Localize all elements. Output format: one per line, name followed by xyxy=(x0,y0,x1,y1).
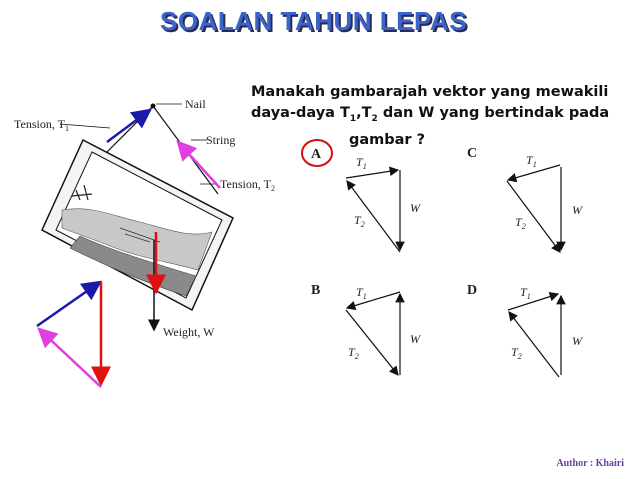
option-a-w-label: W xyxy=(410,201,420,215)
option-b-t2-vector xyxy=(346,310,398,375)
question-line-1: Manakah gambarajah vektor yang mewakili xyxy=(251,84,609,100)
option-c-letter: C xyxy=(467,146,478,161)
label-string: String xyxy=(206,133,236,147)
option-c-t2-label: $T_2$ xyxy=(515,215,526,231)
option-d-w-label: W xyxy=(572,334,582,348)
triangle-t2-vector xyxy=(39,329,101,387)
option-b-letter: B xyxy=(311,283,321,298)
option-a-t1-vector xyxy=(346,170,398,178)
label-weight: Weight, W xyxy=(163,325,215,339)
option-a[interactable] xyxy=(302,140,421,252)
option-d-t1-vector xyxy=(508,294,558,310)
option-b-w-label: W xyxy=(410,332,420,346)
question-line-3: gambar ? xyxy=(348,131,426,148)
option-c-t1-label: $T_1$ xyxy=(526,153,537,169)
option-b[interactable] xyxy=(311,283,421,375)
tension2-arrow xyxy=(178,142,220,188)
option-d[interactable] xyxy=(467,283,583,377)
option-a-letter: A xyxy=(311,147,322,162)
question-line-2-pre: daya-daya T xyxy=(251,105,350,121)
question-sep: ,T xyxy=(356,105,372,121)
question-sub-1: 1 xyxy=(349,113,357,124)
option-a-t1-label: $T_1$ xyxy=(356,155,367,171)
label-tension2: Tension, $T_2$ xyxy=(220,177,275,193)
option-b-t1-label: $T_1$ xyxy=(356,285,367,301)
question-line-2-post: dan W yang bertindak pada xyxy=(377,105,610,121)
option-c[interactable] xyxy=(467,146,583,252)
option-b-t1-vector xyxy=(347,292,400,308)
author-credit: Author : Khairi xyxy=(556,458,624,469)
option-c-w-label: W xyxy=(572,203,582,217)
triangle-t1-vector xyxy=(37,282,100,326)
page-title: SOALAN TAHUN LEPAS xyxy=(160,6,468,36)
label-nail: Nail xyxy=(185,97,206,111)
option-a-t2-label: $T_2$ xyxy=(354,213,365,229)
question-sub-2: 2 xyxy=(371,113,378,124)
nail-icon xyxy=(151,104,156,109)
hanging-picture-figure xyxy=(14,97,275,339)
colored-vector-triangle xyxy=(37,282,101,387)
option-d-letter: D xyxy=(467,283,478,298)
option-d-t1-label: $T_1$ xyxy=(520,285,531,301)
option-b-t2-label: $T_2$ xyxy=(348,345,359,361)
option-d-t2-label: $T_2$ xyxy=(511,345,522,361)
tension1-arrow xyxy=(107,110,150,142)
label-tension1: Tension, $T_1$ xyxy=(14,117,69,133)
